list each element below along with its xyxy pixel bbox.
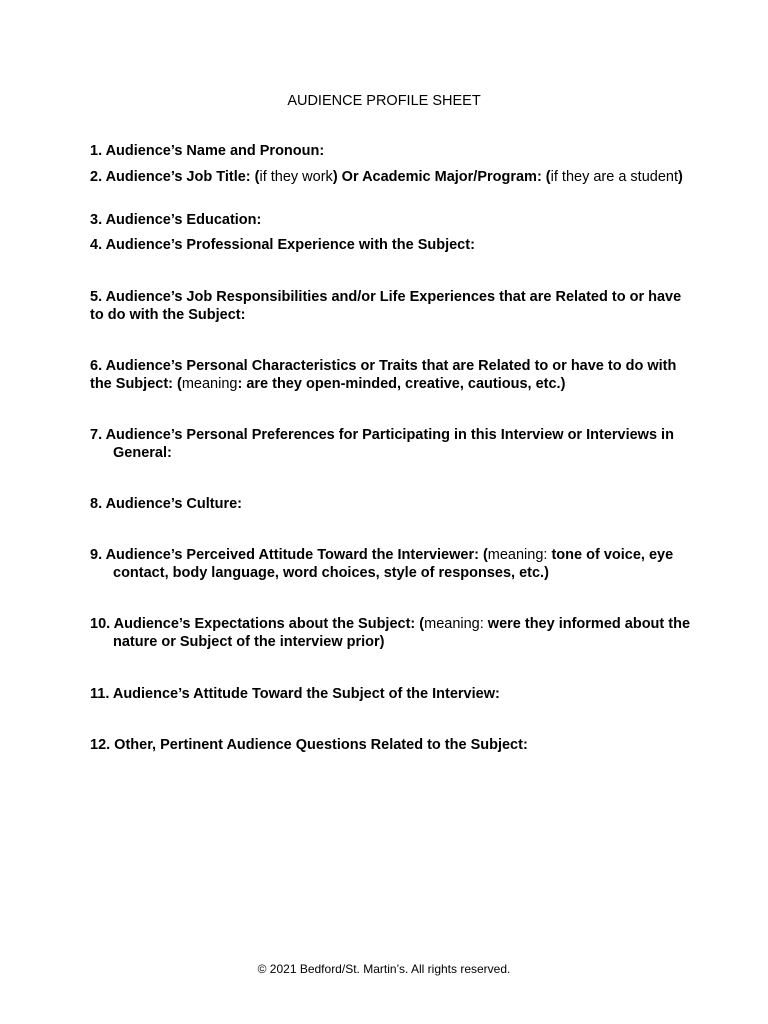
question-10-part: 10. Audience’s Expectations about the Subject: ( [90,616,425,632]
question-10 [90,615,690,651]
question-2 [90,168,690,186]
question-2-note: if they work [259,169,333,185]
question-9-part: tone of voice, eye contact, body language, word choices, style of responses, etc.) [113,547,674,581]
question-11: 11. Audience’s Attitude Toward the Subject of the Interview: [90,686,500,702]
question-12: 12. Other, Pertinent Audience Questions Related to the Subject: [90,737,528,753]
question-1: 1. Audience’s Name and Pronoun: [90,143,325,159]
question-6-note: meaning [181,376,238,392]
question-3: 3. Audience’s Education: [90,212,262,228]
question-2-part: ) [678,169,683,185]
question-9-part: 9. Audience’s Perceived Attitude Toward the Interviewer: ( [90,547,488,563]
question-6-part: : are they open-minded, creative, cautious, etc.) [237,376,566,392]
question-6 [90,357,690,393]
question-5: 5. Audience’s Job Responsibilities and/or Life Experiences that are Related to or have to do with the Subject: [90,289,682,323]
question-4: 4. Audience’s Professional Experience with the Subject: [90,237,475,253]
question-10-part: were they informed about the nature or Subject of the interview prior) [113,616,691,650]
question-9 [90,546,690,582]
question-2-part: 2. Audience’s Job Title: ( [90,169,260,185]
question-9-note: meaning: [487,547,548,563]
question-2-note: if they are a student [550,169,678,185]
copyright-footer: © 2021 Bedford/St. Martin’s. All rights reserved. [257,962,511,976]
question-6-part: 6. Audience’s Personal Characteristics or Traits that are Related to or have to do with the Subject: ( [90,358,677,392]
question-10-note: meaning: [424,616,484,632]
question-8: 8. Audience’s Culture: [90,496,243,512]
question-7: 7. Audience’s Personal Preferences for Participating in this Interview or Interviews in General: [90,427,674,461]
question-2-part: ) Or Academic Major/Program: ( [332,169,551,185]
page-title: AUDIENCE PROFILE SHEET [287,93,481,109]
